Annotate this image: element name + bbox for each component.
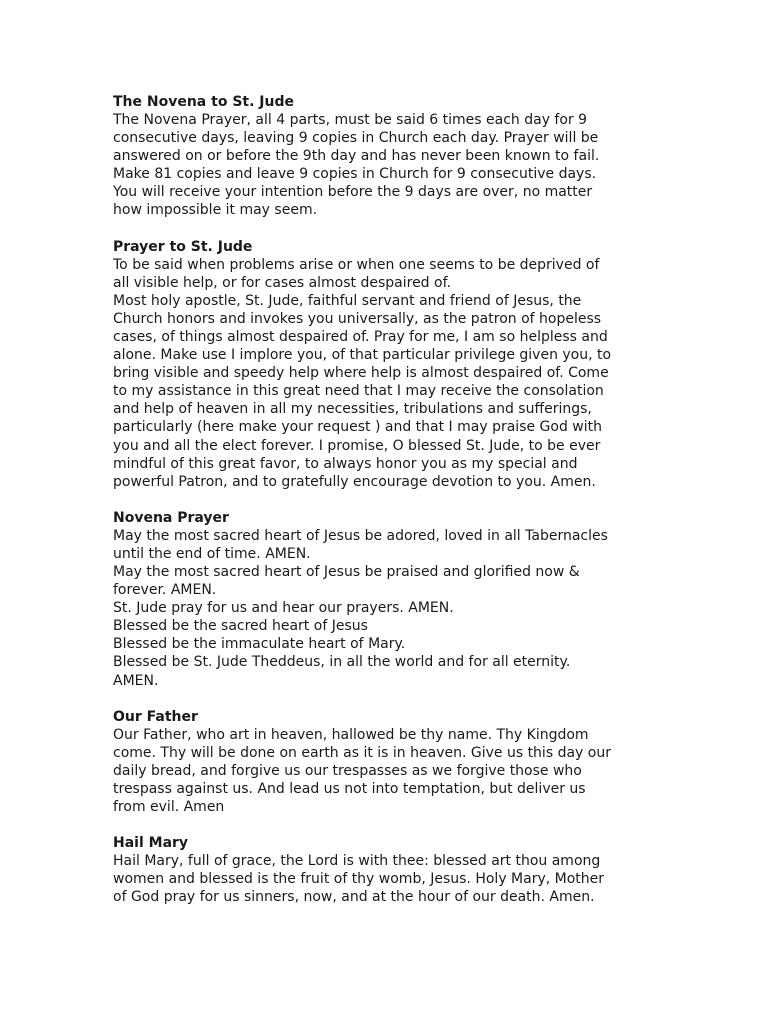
section-prayer-to-st-jude <box>113 238 653 491</box>
text-line: answered on or before the 9th day and has never been known to fail. <box>113 148 600 165</box>
section-heading: Hail Mary <box>113 835 189 852</box>
text-line: The Novena Prayer, all 4 parts, must be said 6 times each day for 9 <box>113 112 588 128</box>
section-heading: Our Father <box>113 708 198 725</box>
text-line: alone. Make use I implore you, of that particular privilege given you, to <box>113 347 612 364</box>
text-line: until the end of time. AMEN. <box>113 545 311 562</box>
text-line: from evil. Amen <box>113 799 225 815</box>
text-line: St. Jude pray for us and hear our prayers. AMEN. <box>113 600 454 617</box>
text-line: AMEN. <box>113 672 159 689</box>
text-line: Church honors and invokes you universally, as the patron of hopeless <box>113 310 602 327</box>
section-heading: The Novena to St. Jude <box>113 94 294 110</box>
section-heading: Prayer to St. Jude <box>113 238 253 255</box>
section-heading: Novena Prayer <box>113 509 229 526</box>
text-line: Blessed be the sacred heart of Jesus <box>113 618 368 635</box>
text-line: May the most sacred heart of Jesus be praised and glorified now & <box>113 563 580 580</box>
text-line: Make 81 copies and leave 9 copies in Church for 9 consecutive days. <box>113 166 597 183</box>
section-novena-to-st-jude <box>113 93 653 220</box>
text-line: and help of heaven in all my necessities, tribulations and sufferings, <box>113 401 592 418</box>
text-line: May the most sacred heart of Jesus be adored, loved in all Tabernacles <box>113 527 608 544</box>
text-line: consecutive days, leaving 9 copies in Church each day. Prayer will be <box>113 130 599 147</box>
text-line: Blessed be St. Jude Theddeus, in all the world and for all eternity. <box>113 654 571 671</box>
text-line: bring visible and speedy help where help is almost despaired of. Come <box>113 365 609 382</box>
text-line: of God pray for us sinners, now, and at the hour of our death. Amen. <box>113 889 595 906</box>
text-line: how impossible it may seem. <box>113 202 318 219</box>
document-page <box>113 93 653 924</box>
text-line: daily bread, and forgive us our trespasses as we forgive those who <box>113 762 582 779</box>
text-line: to my assistance in this great need that I may receive the consolation <box>113 383 604 400</box>
text-line: cases, of things almost despaired of. Pray for me, I am so helpless and <box>113 328 608 345</box>
section-novena-prayer <box>113 509 653 690</box>
text-line: To be said when problems arise or when one seems to be deprived of <box>113 256 600 273</box>
text-line: you and all the elect forever. I promise, O blessed St. Jude, to be ever <box>113 437 601 454</box>
text-line: mindful of this great favor, to always honor you as my special and <box>113 455 578 472</box>
text-line: Blessed be the immaculate heart of Mary. <box>113 636 406 653</box>
section-our-father <box>113 708 653 816</box>
text-line: forever. AMEN. <box>113 582 217 599</box>
text-line: Our Father, who art in heaven, hallowed be thy name. Thy Kingdom <box>113 726 589 743</box>
text-line: all visible help, or for cases almost despaired of. <box>113 274 451 291</box>
text-line: Most holy apostle, St. Jude, faithful servant and friend of Jesus, the <box>113 292 582 309</box>
text-line: trespass against us. And lead us not into temptation, but deliver us <box>113 780 586 797</box>
text-line: particularly (here make your request ) and that I may praise God with <box>113 419 603 436</box>
text-line: Hail Mary, full of grace, the Lord is with thee: blessed art thou among <box>113 853 601 870</box>
text-line: You will receive your intention before the 9 days are over, no matter <box>113 184 593 201</box>
text-line: women and blessed is the fruit of thy womb, Jesus. Holy Mary, Mother <box>113 871 605 888</box>
text-line: powerful Patron, and to gratefully encourage devotion to you. Amen. <box>113 473 596 490</box>
text-line: come. Thy will be done on earth as it is in heaven. Give us this day our <box>113 744 611 761</box>
section-hail-mary <box>113 834 653 906</box>
